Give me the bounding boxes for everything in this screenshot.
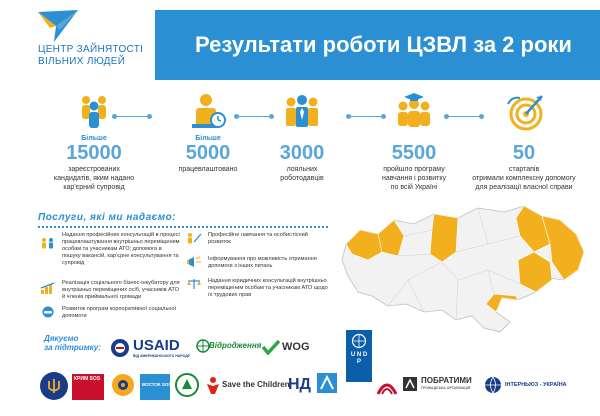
stat-number: 3000 <box>279 142 325 164</box>
ukraine-map <box>338 200 588 340</box>
scales-icon <box>186 278 202 290</box>
service-item: Розвиток програм корпоративної соціальної допомоги <box>62 306 177 319</box>
stat-training <box>354 90 474 192</box>
training-growth-icon <box>186 232 202 244</box>
ministry-seal-logo <box>40 372 68 400</box>
stat-description: зареєстрованих кандидатів, яким надано кар'єрний супровід <box>53 166 135 191</box>
pobratymy-logo: ПОБРАТИМИ ГРОМАДСЬКА ОРГАНІЗАЦІЯ <box>402 374 480 398</box>
people-group-icon <box>72 90 116 134</box>
service-item: Надання професійних консультацій в процесі працевлаштування внутрішньо переміщеним особам та учасникам АТО; допомога в пошуку вакансій, кар'єрне консультування та супровід <box>62 232 180 266</box>
stat-number: 5000 <box>185 142 231 164</box>
people-consult-icon <box>40 237 56 249</box>
service-item: Надання юридичних консультацій внутрішньо переміщеним особам та учасникам АТО щодо їх трудових прав <box>208 278 328 298</box>
globe-icon <box>196 339 210 353</box>
header <box>0 0 600 84</box>
child-figure-icon <box>206 376 220 394</box>
service-item: Професійне навчання та особистісний розвиток <box>208 232 308 245</box>
stat-description: лояльних роботодавців <box>280 166 324 182</box>
save-the-children-logo: Save the Children <box>206 376 290 394</box>
support-label: Дякуємо за підтримку: <box>44 334 101 352</box>
wog-checkmark-icon <box>262 339 280 355</box>
internews-logo: ІНТЕРНЬЮЗ - УКРАЇНА <box>484 374 592 398</box>
stat-employers <box>242 90 362 183</box>
stat-prefix: Більше <box>195 135 221 142</box>
graduates-icon <box>392 90 436 134</box>
nd-logo: НД <box>288 376 311 393</box>
stat-description: пройшло програму навчання і розвитку по всій Україні <box>381 166 447 191</box>
stat-candidates <box>34 90 154 192</box>
trident-icon <box>46 378 62 394</box>
growth-chart-icon <box>40 282 56 294</box>
stat-description: працевлаштовано <box>178 166 238 173</box>
megaphone-icon <box>186 256 202 268</box>
org-name-line2: ВІЛЬНИХ ЛЮДЕЙ <box>38 56 126 67</box>
stat-prefix: Більше <box>81 135 107 142</box>
usaid-logo: USAID ВІД АМЕРИКАНСЬКОГО НАРОДУ <box>110 334 194 364</box>
dotted-divider <box>38 226 328 228</box>
org-name-line1: ЦЕНТР ЗАЙНЯТОСТІ <box>38 44 144 55</box>
pobratymy-emblem-icon <box>402 376 418 392</box>
krym-sos-logo: КРИМ SOS <box>72 374 104 400</box>
legal-org-logo-icon <box>316 372 338 398</box>
stats-row <box>0 90 600 200</box>
vostok-sos-logo: ВОСТОК SOS <box>140 374 170 400</box>
services-title: Послуги, які ми надаємо: <box>38 212 177 223</box>
handshake-icon <box>40 306 56 318</box>
undp-logo: U N D P <box>346 330 372 382</box>
un-emblem-icon <box>350 333 368 349</box>
stat-number: 5500 <box>391 142 437 164</box>
target-arrow-icon <box>502 90 546 134</box>
vidrodzhennia-logo: Відродження <box>196 338 250 356</box>
service-item: Інформування про можливість отримання допомоги з інших питань <box>208 256 317 269</box>
page-title: Результати роботи ЦЗВЛ за 2 роки <box>195 32 572 57</box>
usaid-seal-icon <box>110 338 130 358</box>
org-name <box>38 44 143 68</box>
rotary-wheel-icon <box>110 372 136 398</box>
stat-number: 50 <box>512 142 536 164</box>
businesspeople-icon <box>280 90 324 134</box>
stat-number: 15000 <box>66 142 122 164</box>
brand-mark-icon <box>376 376 398 396</box>
internews-globe-icon <box>484 376 502 394</box>
stat-startups <box>464 90 584 192</box>
person-clock-icon <box>186 90 230 134</box>
stat-description: стартапів отримали комплексну допомогу для реалізації власної справи <box>472 166 576 191</box>
service-item: Реалізація соціального бізнес-інкубатору для внутрішньо переміщених осіб, учасників АТО й членів приймальної громади <box>62 280 180 300</box>
wog-logo: WOG <box>262 336 318 358</box>
organization-seal-icon <box>174 372 200 398</box>
logo-arrow-icon <box>36 8 80 44</box>
title-banner <box>155 10 600 80</box>
